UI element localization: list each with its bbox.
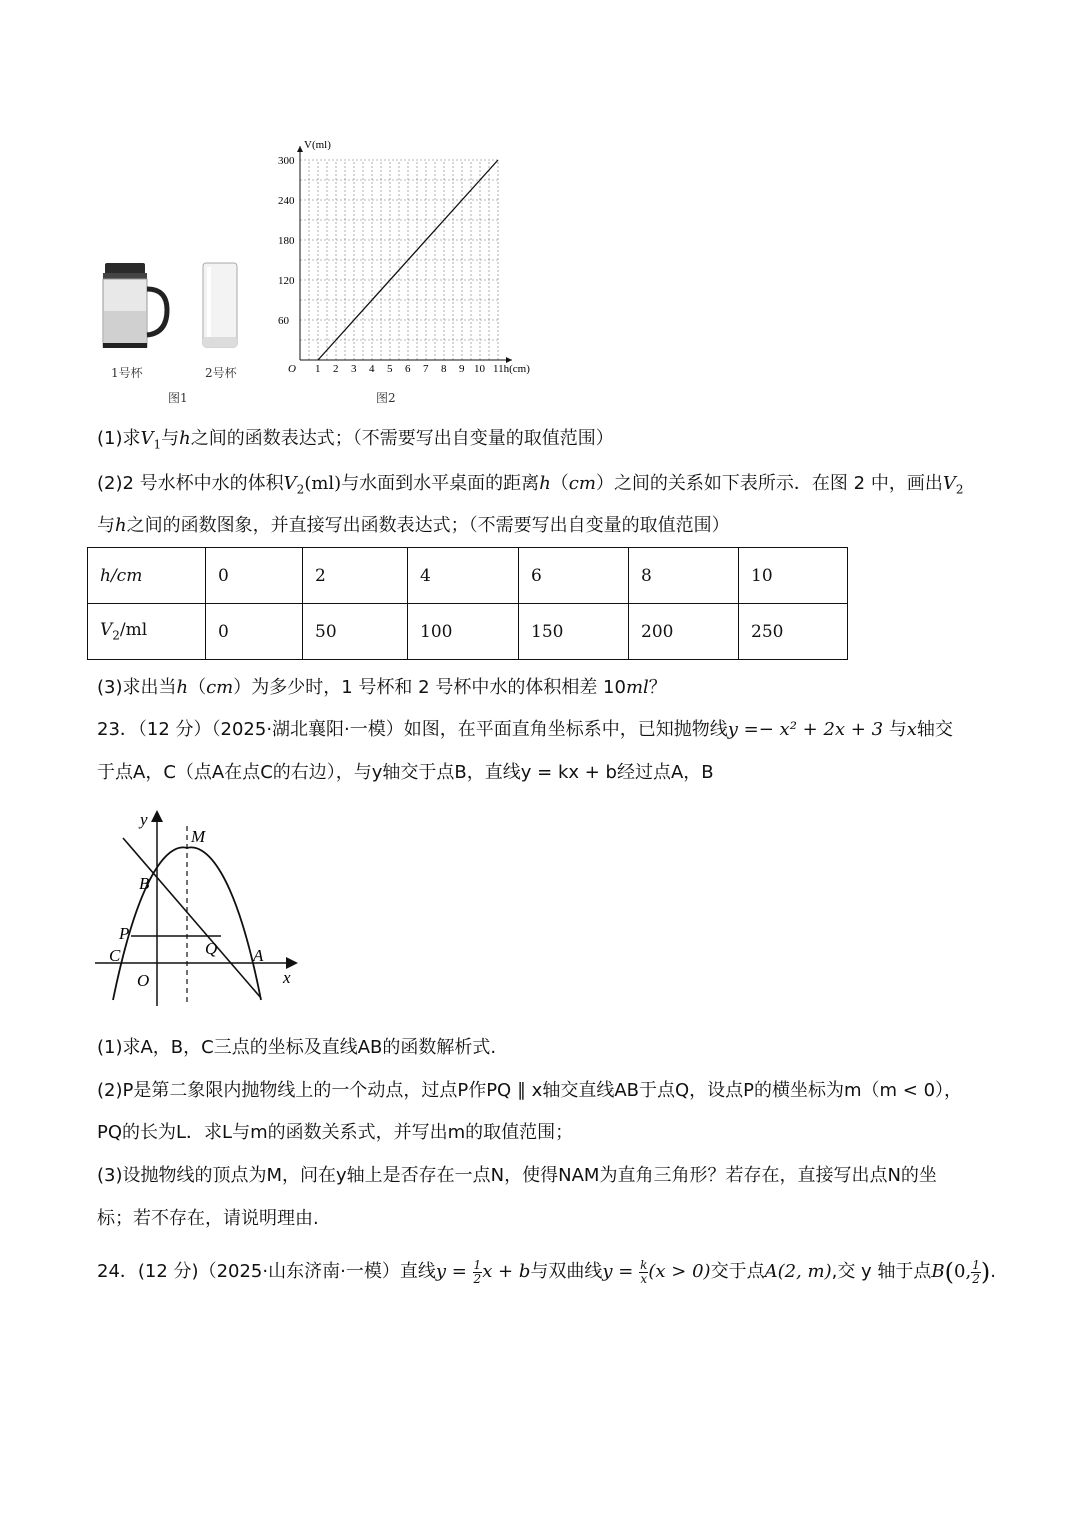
table-cell: 2 xyxy=(303,548,408,604)
q23-part2-line1: (2)P是第二象限内抛物线上的一个动点，过点P作PQ ∥ x轴交直线AB于点Q，设点P的横坐标为m（m < 0）， xyxy=(97,1080,963,1101)
label-b: B xyxy=(139,874,150,893)
cup2-image xyxy=(203,263,237,347)
y-tick-label: 60 xyxy=(278,315,289,327)
figure1-cups xyxy=(95,255,255,365)
table-cell: 100 xyxy=(408,604,519,660)
origin-label: O xyxy=(288,363,296,375)
x-tick-label: 1 xyxy=(315,363,321,375)
table-row-h xyxy=(88,548,848,604)
y-axis-arrow xyxy=(297,146,303,152)
cup2-label: 2号杯 xyxy=(205,366,237,380)
cup1-image xyxy=(103,263,167,348)
q24-line1: 24．(12 分)（2025·山东济南·一模）直线y = $\frac{1}{2}$ x + b与双曲线y = $\frac{k}{x}$ (x > 0)交于点A(2, m),交 y 轴于点B(0, $\frac{1}{2}$ ). xyxy=(97,1257,996,1286)
label-q: Q xyxy=(205,939,218,958)
fraction-one-half: $\frac{1}{2}$ xyxy=(473,1257,482,1286)
q23-part2-line2: PQ的长为L．求L与m的函数关系式，并写出m的取值范围； xyxy=(97,1122,574,1143)
q22-part2-line2: 与h之间的函数图象，并直接写出函数表达式；（不需要写出自变量的取值范围） xyxy=(97,515,730,536)
x-tick-label: 10 xyxy=(474,363,485,375)
table-row-v xyxy=(88,604,848,660)
x-tick-label: 7 xyxy=(423,363,429,375)
fraction-one-half-b: $\frac{1}{2}$ xyxy=(972,1257,980,1286)
x-tick-label: 3 xyxy=(351,363,357,375)
table-cell: 150 xyxy=(519,604,629,660)
table-cell: 4 xyxy=(408,548,519,604)
label-p: P xyxy=(119,924,130,943)
q23-part3-line1: (3)设抛物线的顶点为M，问在y轴上是否存在一点N，使得NAM为直角三角形？若存在，直接写出点N的坐 xyxy=(97,1165,937,1186)
figure1-caption: 图1 xyxy=(168,391,188,405)
chart-grid xyxy=(300,160,498,360)
x-tick-label: 6 xyxy=(405,363,411,375)
q22-part1: (1)求$V_1$与h之间的函数表达式；（不需要写出自变量的取值范围） xyxy=(97,428,614,452)
label-c: C xyxy=(109,946,121,965)
q23-line2: 于点A，C（点A在点C的右边），与y轴交于点B，直线y = kx + b经过点A，B xyxy=(97,762,714,783)
label-o: O xyxy=(137,971,150,990)
table-cell: 6 xyxy=(519,548,629,604)
parabola xyxy=(113,847,261,1000)
q23-part3-line2: 标；若不存在，请说明理由. xyxy=(97,1208,319,1229)
table-cell: 0 xyxy=(206,604,303,660)
y-tick-label: 180 xyxy=(278,235,295,247)
label-y: y xyxy=(140,810,148,829)
y-tick-label: 120 xyxy=(278,275,295,287)
cup1-label: 1号杯 xyxy=(111,366,143,380)
q23-figure xyxy=(95,808,305,1013)
q22-data-table xyxy=(87,547,848,660)
q23-part1: (1)求A，B，C三点的坐标及直线AB的函数解析式. xyxy=(97,1037,497,1058)
x-tick-label: 4 xyxy=(369,363,375,375)
x-tick-label: 8 xyxy=(441,363,447,375)
x-tick-label: 9 xyxy=(459,363,465,375)
y-tick-label: 240 xyxy=(278,195,295,207)
label-m: M xyxy=(191,827,206,846)
x-tick-label: 2 xyxy=(333,363,339,375)
q22-part3: (3)求出当h（cm）为多少时，1 号杯和 2 号杯中水的体积相差 10ml？ xyxy=(97,677,667,698)
table-cell: 200 xyxy=(629,604,739,660)
table-cell: 10 xyxy=(739,548,848,604)
figure2-chart xyxy=(270,140,550,385)
q22-part2-line1: (2)2 号水杯中水的体积$V_2(ml)$与水面到水平桌面的距离h（cm）之间的关系如下表所示．在图 2 中，画出$V_2$ xyxy=(97,473,964,497)
table-cell: 50 xyxy=(303,604,408,660)
table-cell: 250 xyxy=(739,604,848,660)
q23-line1: 23．（12 分）（2025·湖北襄阳·一模）如图，在平面直角坐标系中，已知抛物线y =− x² + 2x + 3 与x轴交 xyxy=(97,719,953,740)
figure2-caption: 图2 xyxy=(376,391,396,405)
table-header-h: h/cm xyxy=(88,548,206,604)
fraction-k-over-x: $\frac{k}{x}$ xyxy=(640,1257,648,1286)
label-a: A xyxy=(253,946,264,965)
x-tick-label: 5 xyxy=(387,363,393,375)
table-cell: 0 xyxy=(206,548,303,604)
y-tick-label: 300 xyxy=(278,155,295,167)
x-axis-label: 11h(cm) xyxy=(493,363,530,375)
table-header-v: $V_2/ml$ xyxy=(88,604,206,660)
label-x: x xyxy=(283,968,291,987)
table-cell: 8 xyxy=(629,548,739,604)
y-axis-label: V(ml) xyxy=(304,140,331,151)
